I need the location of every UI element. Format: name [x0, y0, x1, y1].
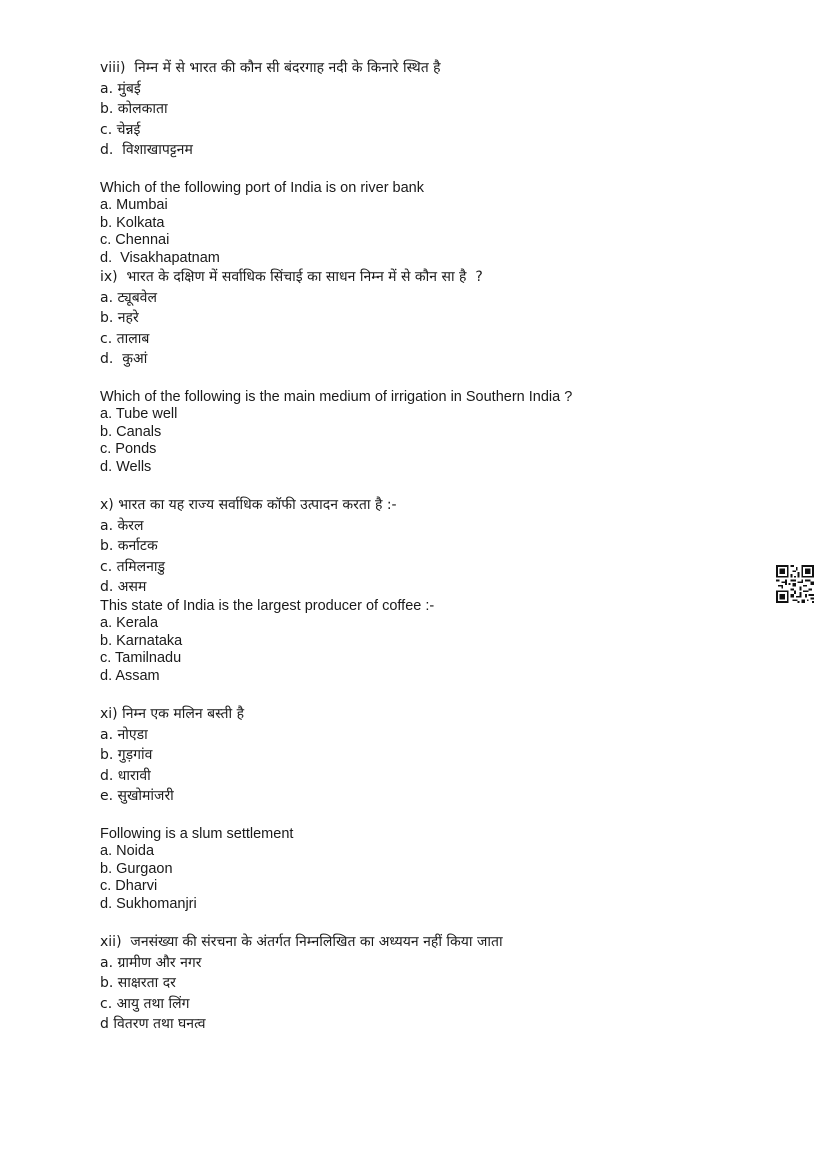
option: d. Wells: [100, 458, 152, 475]
option: b. Kolkata: [100, 214, 165, 231]
question-english: This state of India is the largest producer of coffee :-: [100, 597, 435, 614]
option: d. Assam: [100, 667, 160, 684]
question-hindi: x) भारत का यह राज्य सर्वाधिक कॉफी उत्पादन करता है :-: [100, 497, 397, 513]
option: a. Tube well: [100, 406, 178, 422]
option: a. केरल: [100, 517, 144, 534]
option: d. Visakhapatnam: [100, 249, 220, 266]
option: d. धारावी: [100, 767, 151, 784]
question-english: Which of the following port of India is on river bank: [100, 179, 424, 196]
option: b. कोलकाता: [100, 101, 168, 117]
question-xi: [100, 704, 740, 913]
option: b. Canals: [100, 423, 162, 440]
option: d. Sukhomanjri: [100, 895, 197, 912]
question-english: Following is a slum settlement: [100, 825, 294, 842]
qr-code-icon: [776, 565, 814, 603]
question-hindi: viii) निम्न में से भारत की कौन सी बंदरगाह नदी के किनारे स्थित है: [100, 60, 441, 76]
question-xii: [100, 932, 740, 1035]
question-english: Which of the following is the main medium of irrigation in Southern India ?: [100, 388, 573, 405]
question-hindi: xi) निम्न एक मलिन बस्ती है: [100, 706, 245, 722]
question-ix: [100, 267, 740, 476]
option: d वितरण तथा घनत्व: [100, 1016, 206, 1032]
option: a. Mumbai: [100, 197, 168, 213]
question-page: [100, 58, 740, 1035]
option: e. सुखोमांजरी: [100, 788, 174, 804]
option: b. कर्नाटक: [100, 538, 158, 554]
option: b. नहरे: [100, 310, 139, 326]
question-x: [100, 495, 740, 685]
option: d. विशाखापट्टनम: [100, 142, 193, 158]
option: a. Kerala: [100, 615, 159, 631]
option: a. मुंबई: [100, 80, 141, 97]
question-hindi: xii) जनसंख्या की संरचना के अंतर्गत निम्नलिखित का अध्ययन नहीं किया जाता: [100, 934, 503, 950]
option: d. कुआं: [100, 351, 148, 367]
option: c. Tamilnadu: [100, 650, 182, 666]
option: c. Ponds: [100, 441, 157, 457]
question-hindi: ix) भारत के दक्षिण में सर्वाधिक सिंचाई का साधन निम्न में से कौन सा है ?: [100, 269, 483, 285]
option: b. Gurgaon: [100, 860, 173, 877]
option: a. नोएडा: [100, 726, 148, 743]
option: d. असम: [100, 579, 147, 595]
option: c. आयु तथा लिंग: [100, 995, 190, 1012]
option: c. Dharvi: [100, 878, 158, 894]
option: a. Noida: [100, 843, 155, 859]
option: c. तमिलनाडु: [100, 558, 165, 575]
option: c. तालाब: [100, 330, 150, 347]
option: a. ट्यूबवेल: [100, 289, 157, 306]
option: b. साक्षरता दर: [100, 975, 176, 991]
option: b. Karnataka: [100, 632, 183, 649]
option: c. Chennai: [100, 232, 170, 248]
option: c. चेन्नई: [100, 121, 141, 138]
question-viii: [100, 58, 740, 267]
option: b. गुड़गांव: [100, 747, 153, 763]
option: a. ग्रामीण और नगर: [100, 954, 202, 971]
